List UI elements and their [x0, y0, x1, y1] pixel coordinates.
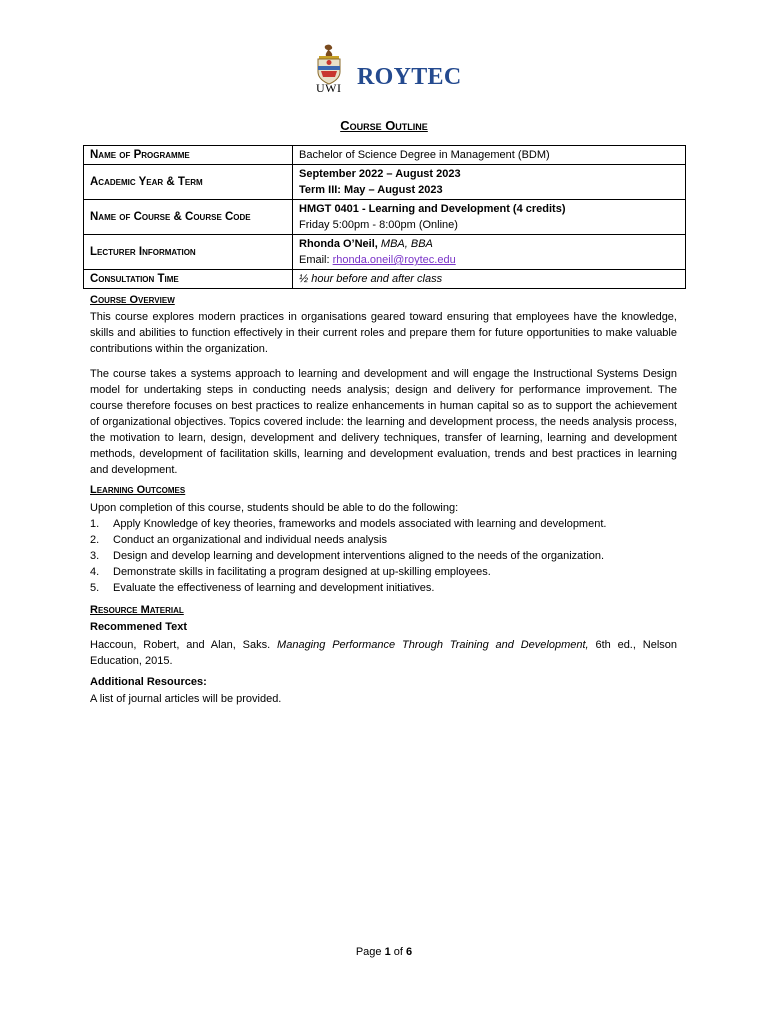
- year-term-value: [293, 165, 686, 200]
- resource-material-heading: Resource Material: [90, 604, 184, 616]
- roytec-logo: ROYTEC: [357, 64, 462, 90]
- email-prefix: Email:: [299, 254, 330, 266]
- lecturer-value: [293, 235, 686, 270]
- course-name-code: HMGT 0401 - Learning and Development (4 credits): [299, 203, 566, 215]
- table-row: [84, 165, 686, 200]
- overview-paragraph-2: The course takes a systems approach to learning and development and will engage the Instructional Systems Design model for undertaking steps in conducting needs analysis; design and delivery for performance improvement. The course therefore focuses on best practices to realize enhancements in human capital so as to support the achievement of organizational objectives. Topics covered include: the learning and development process, the needs analysis process, the motivation to learn, design, development and delivery techniques, transfer of learning, learning and development methods, development of facilitation skills, learning and development evaluation, trends and best practices in learning and development.: [90, 368, 677, 476]
- course-label: Name of Course & Course Code: [84, 200, 293, 235]
- programme-label: Name of Programme: [84, 146, 293, 165]
- lecturer-label: Lecturer Information: [84, 235, 293, 270]
- course-value: [293, 200, 686, 235]
- table-row: [84, 146, 686, 165]
- list-item: 1. Apply Knowledge of key theories, frameworks and models associated with learning and development.: [90, 518, 607, 530]
- page-header: [0, 40, 768, 106]
- consultation-value: ½ hour before and after class: [293, 270, 686, 289]
- document-title: Course Outline: [340, 118, 428, 133]
- list-item: 5. Evaluate the effectiveness of learning and development initiatives.: [90, 582, 435, 594]
- consultation-label: Consultation Time: [84, 270, 293, 289]
- list-item: 4. Demonstrate skills in facilitating a program designed at up-skilling employees.: [90, 566, 491, 578]
- lecturer-name: Rhonda O’Neil,: [299, 238, 378, 250]
- recommended-citation: Haccoun, Robert, and Alan, Saks. Managing Performance Through Training and Development, 6th ed., Nelson Education, 2015.: [90, 639, 677, 667]
- uwi-logo-text: UWI: [316, 81, 342, 95]
- year-term-label: Academic Year & Term: [84, 165, 293, 200]
- course-schedule: Friday 5:00pm - 8:00pm (Online): [299, 219, 458, 231]
- academic-year: September 2022 – August 2023: [299, 168, 461, 180]
- term: Term III: May – August 2023: [299, 184, 443, 196]
- programme-value: Bachelor of Science Degree in Management (BDM): [293, 146, 686, 165]
- list-item: 3. Design and develop learning and development interventions aligned to the needs of the organization.: [90, 550, 605, 562]
- lecturer-email-link[interactable]: rhonda.oneil@roytec.edu: [332, 254, 456, 266]
- table-row: [84, 200, 686, 235]
- outcomes-intro: Upon completion of this course, students should be able to do the following:: [90, 502, 459, 514]
- course-overview-heading: Course Overview: [90, 294, 175, 306]
- table-row: [84, 235, 686, 270]
- table-row: [84, 270, 686, 289]
- page-number: Page 1 of 6: [355, 946, 413, 958]
- lecturer-degrees: MBA, BBA: [380, 238, 433, 250]
- list-item: 2. Conduct an organizational and individual needs analysis: [90, 534, 387, 546]
- recommended-text-heading: Recommened Text: [90, 621, 187, 633]
- additional-resources-text: A list of journal articles will be provided.: [90, 693, 282, 705]
- outcomes-list: [90, 516, 680, 596]
- learning-outcomes-heading: Learning Outcomes: [90, 484, 186, 496]
- additional-resources-heading: Additional Resources:: [90, 676, 207, 688]
- course-info-table: [83, 145, 686, 289]
- overview-paragraph-1: This course explores modern practices in organisations geared toward ensuring that employees have the knowledge, skills and abilities to function effectively in their current roles and prepare them for future opportunities to make valuable contributions within the organization.: [90, 311, 677, 355]
